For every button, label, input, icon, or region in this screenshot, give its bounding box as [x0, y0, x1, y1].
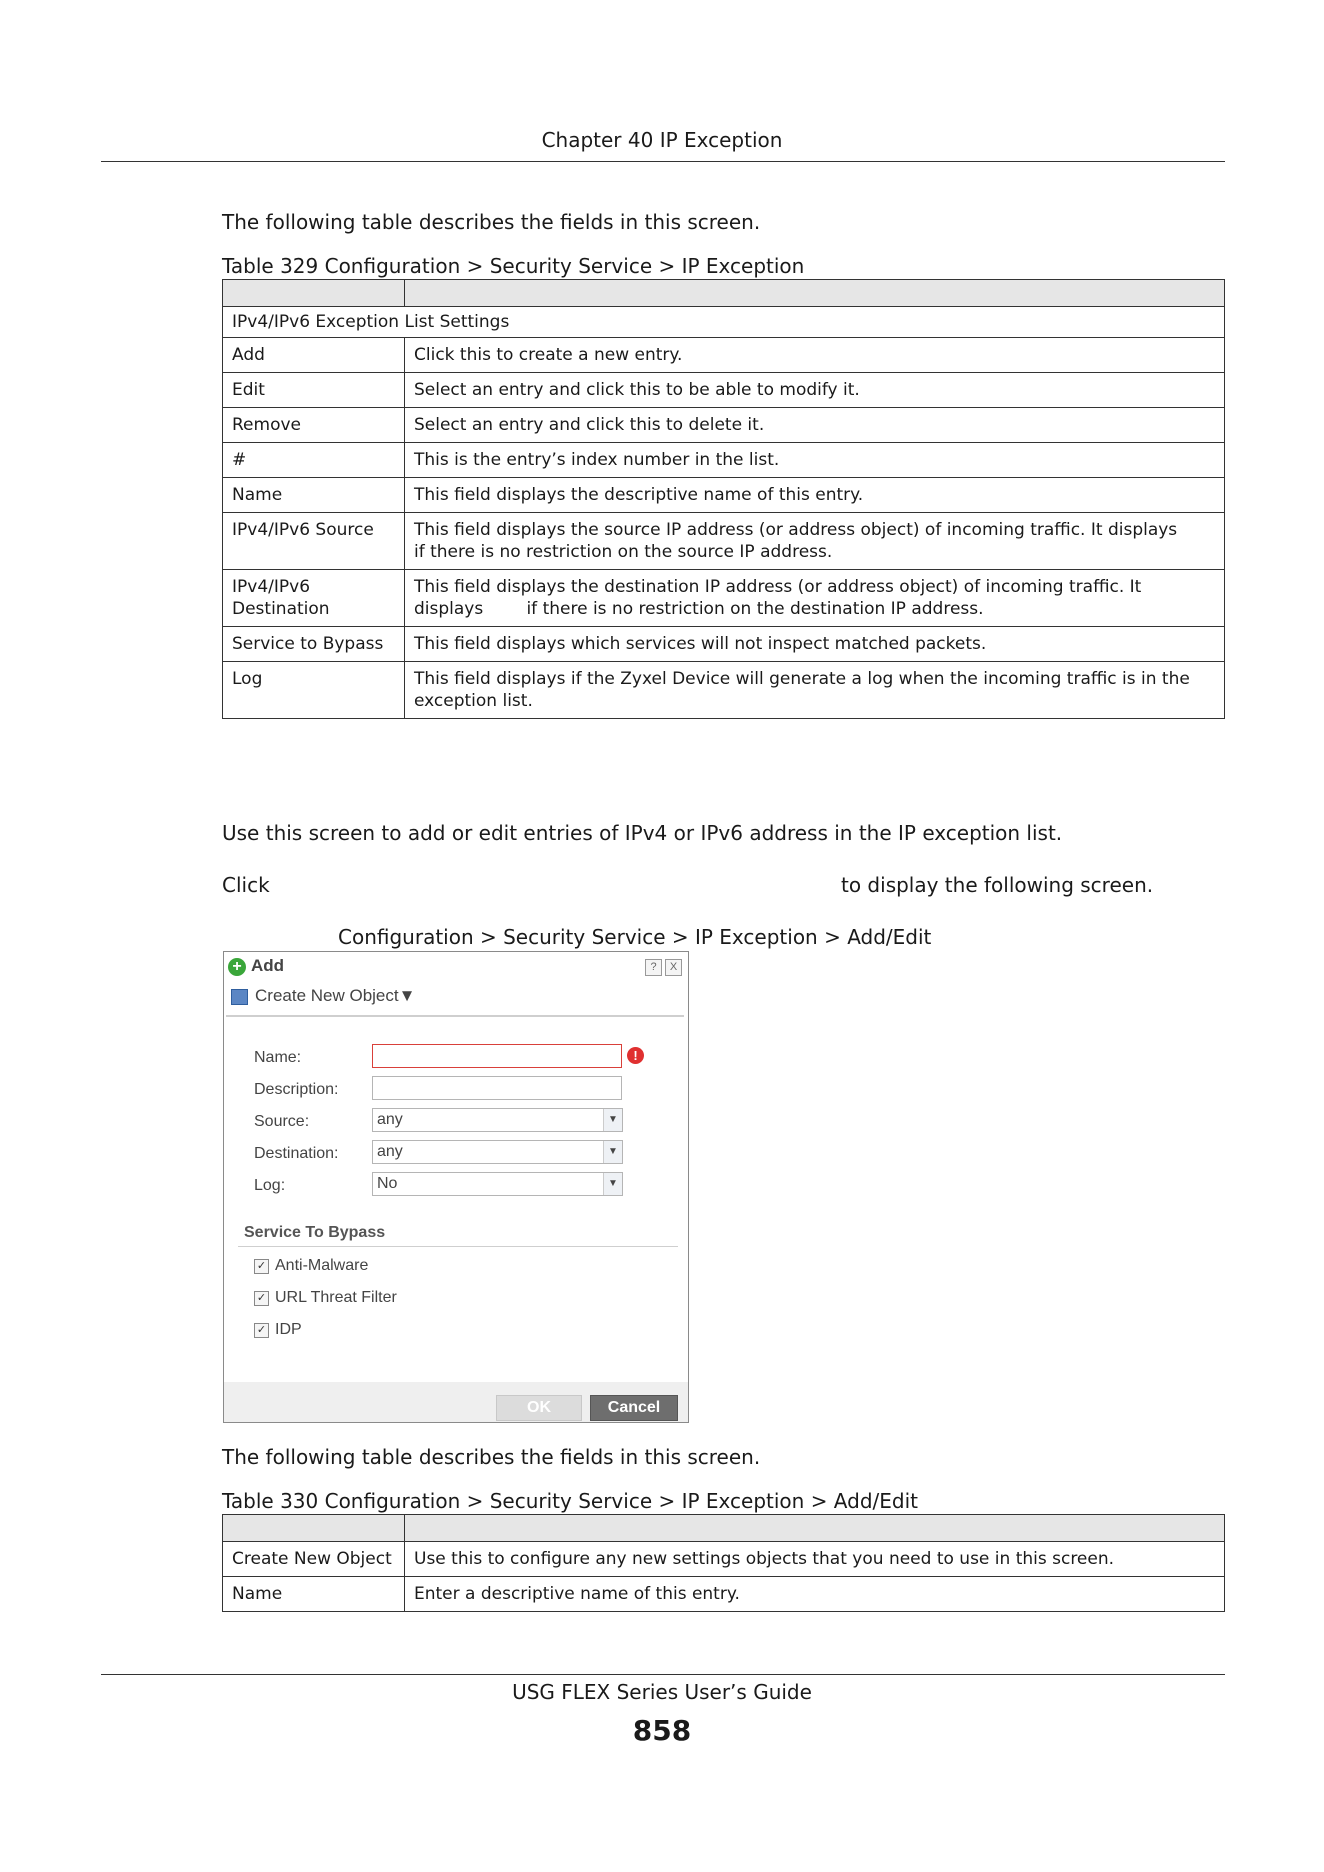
header-cell	[223, 280, 405, 307]
footer-rule	[101, 1674, 1225, 1675]
field-description: This field displays which services will not inspect matched packets.	[405, 627, 1225, 662]
table-row	[223, 373, 1225, 408]
log-value: No	[377, 1175, 398, 1192]
table-caption-2: Table 330 Configuration > Security Service > IP Exception > Add/Edit	[222, 1489, 918, 1513]
log-label: Log:	[254, 1177, 286, 1194]
guide-title: USG FLEX Series User’s Guide	[512, 1680, 812, 1704]
close-icon[interactable]: X	[665, 959, 682, 976]
field-label: Create New Object	[223, 1542, 405, 1577]
table-row	[223, 513, 1225, 570]
table-section-row	[223, 307, 1225, 338]
table-row	[223, 478, 1225, 513]
field-description: Enter a descriptive name of this entry.	[405, 1577, 1225, 1612]
use-paragraph: Use this screen to add or edit entries of IPv4 or IPv6 address in the IP exception list.	[222, 821, 1063, 845]
cancel-button[interactable]: Cancel	[590, 1395, 678, 1421]
table-header-row	[223, 280, 1225, 307]
table-row	[223, 570, 1225, 627]
destination-value: any	[377, 1143, 403, 1160]
chapter-header: Chapter 40 IP Exception	[541, 128, 783, 152]
table-row	[223, 662, 1225, 719]
field-description: Select an entry and click this to delete it.	[405, 408, 1225, 443]
idp-label: IDP	[275, 1321, 302, 1338]
field-description: This field displays the descriptive name of this entry.	[405, 478, 1225, 513]
field-label: Remove	[223, 408, 405, 443]
table-row	[223, 338, 1225, 373]
table-row	[223, 443, 1225, 478]
header-cell	[405, 1515, 1225, 1542]
anti-malware-label: Anti-Malware	[275, 1257, 369, 1274]
url-threat-filter-checkbox[interactable]: ✓	[254, 1291, 269, 1306]
source-label: Source:	[254, 1113, 310, 1130]
error-icon: !	[627, 1047, 644, 1064]
field-label: Name	[223, 478, 405, 513]
source-select[interactable]	[372, 1108, 623, 1132]
field-label: Service to Bypass	[223, 627, 405, 662]
toolbar-divider	[226, 1015, 684, 1017]
create-new-object-menu[interactable]: Create New Object▼	[255, 986, 416, 1005]
field-description: This field displays if the Zyxel Device will generate a log when the incoming traffic is in the exception list.	[405, 662, 1225, 719]
name-input[interactable]	[372, 1044, 622, 1068]
table-row	[223, 1542, 1225, 1577]
section-label: IPv4/IPv6 Exception List Settings	[223, 307, 1225, 338]
page-number: 858	[632, 1714, 692, 1747]
header-cell	[223, 1515, 405, 1542]
field-description: Select an entry and click this to be able to modify it.	[405, 373, 1225, 408]
destination-select[interactable]	[372, 1140, 623, 1164]
intro-paragraph: The following table describes the fields in this screen.	[222, 210, 761, 234]
url-threat-filter-label: URL Threat Filter	[275, 1289, 397, 1306]
service-bypass-heading: Service To Bypass	[244, 1224, 386, 1241]
header-rule	[101, 161, 1225, 162]
field-description: Click this to create a new entry.	[405, 338, 1225, 373]
table-row	[223, 627, 1225, 662]
description-input[interactable]	[372, 1076, 622, 1100]
field-label: Log	[223, 662, 405, 719]
add-dialog	[223, 951, 689, 1423]
intro-paragraph-2: The following table describes the fields in this screen.	[222, 1445, 761, 1469]
field-description: This field displays the destination IP address (or address object) of incoming traffic. It displays if there is no restriction on the destination IP address.	[405, 570, 1225, 627]
field-label: Add	[223, 338, 405, 373]
idp-checkbox[interactable]: ✓	[254, 1323, 269, 1338]
figure-caption: Configuration > Security Service > IP Exception > Add/Edit	[338, 925, 932, 949]
click-text-left: Click	[222, 873, 270, 897]
anti-malware-checkbox[interactable]: ✓	[254, 1259, 269, 1274]
dialog-title: Add	[251, 956, 285, 975]
field-label: IPv4/IPv6 Destination	[223, 570, 405, 627]
help-icon[interactable]: ?	[645, 959, 662, 976]
source-value: any	[377, 1111, 403, 1128]
field-label: Name	[223, 1577, 405, 1612]
field-description: Use this to configure any new settings objects that you need to use in this screen.	[405, 1542, 1225, 1577]
log-select[interactable]	[372, 1172, 623, 1196]
field-description: This field displays the source IP address (or address object) of incoming traffic. It displays if there is no restriction on the source IP address.	[405, 513, 1225, 570]
destination-label: Destination:	[254, 1145, 339, 1162]
table-row	[223, 408, 1225, 443]
ok-button[interactable]: OK	[496, 1395, 582, 1421]
field-label: #	[223, 443, 405, 478]
field-label: Edit	[223, 373, 405, 408]
field-table-2	[222, 1514, 1225, 1612]
object-icon	[231, 989, 248, 1005]
table-row	[223, 1577, 1225, 1612]
field-description: This is the entry’s index number in the list.	[405, 443, 1225, 478]
table-header-row	[223, 1515, 1225, 1542]
field-table	[222, 279, 1225, 719]
chevron-down-icon: ▼	[603, 1173, 622, 1195]
group-divider	[238, 1246, 678, 1247]
field-label: IPv4/IPv6 Source	[223, 513, 405, 570]
add-plus-icon: +	[228, 958, 246, 976]
name-label: Name:	[254, 1049, 302, 1066]
chevron-down-icon: ▼	[603, 1141, 622, 1163]
chevron-down-icon: ▼	[603, 1109, 622, 1131]
table-caption: Table 329 Configuration > Security Service > IP Exception	[222, 254, 805, 278]
click-text-right: to display the following screen.	[841, 873, 1154, 897]
header-cell	[405, 280, 1225, 307]
description-label: Description:	[254, 1081, 339, 1098]
